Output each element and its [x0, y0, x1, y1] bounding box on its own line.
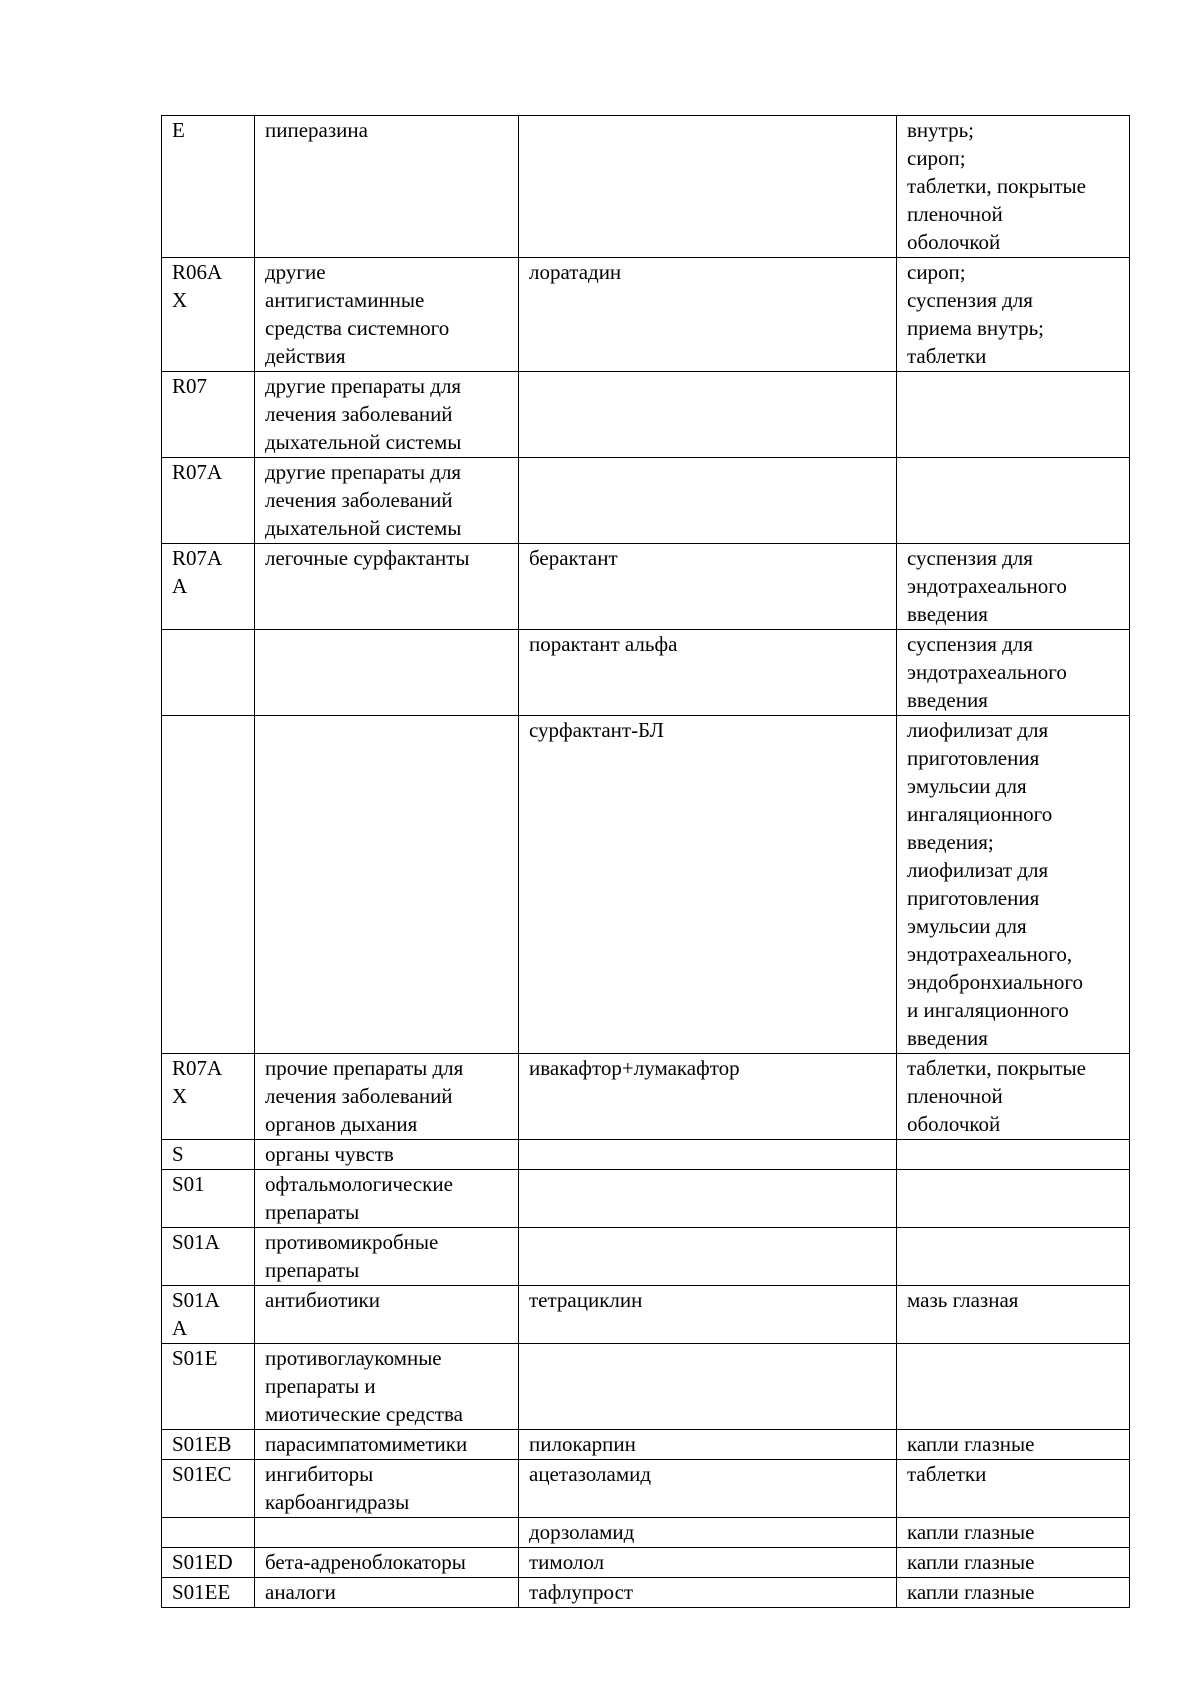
dosage-form-text: введения: [907, 688, 988, 712]
drug-name-text: ацетазоламид: [529, 1462, 652, 1486]
atc-code-cell: [162, 372, 255, 458]
atc-code-text: A: [172, 574, 188, 598]
dosage-form-cell: [897, 1054, 1130, 1140]
atc-code-cell: [162, 544, 255, 630]
drug-name-text: тимолол: [529, 1550, 605, 1574]
dosage-form-cell: [897, 630, 1130, 716]
drug-name-cell: [519, 1054, 897, 1140]
group-name-text: препараты и: [265, 1374, 376, 1398]
dosage-form-text: таблетки, покрытые: [907, 1056, 1086, 1080]
atc-code-cell: [162, 1140, 255, 1170]
dosage-form-text: лиофилизат для: [907, 718, 1049, 742]
group-name-text: противоглаукомные: [265, 1346, 442, 1370]
dosage-form-text: эмульсии для: [907, 774, 1027, 798]
atc-code-text: R07A: [172, 460, 223, 484]
drug-name-cell: [519, 544, 897, 630]
atc-code-text: X: [172, 288, 188, 312]
dosage-form-text: эндобронхиального: [907, 970, 1083, 994]
group-name-text: органов дыхания: [265, 1112, 418, 1136]
atc-code-text: S01EE: [172, 1580, 231, 1604]
dosage-form-text: суспензия для: [907, 546, 1033, 570]
atc-code-cell: [162, 1460, 255, 1518]
dosage-form-cell: [897, 544, 1130, 630]
table-row: [162, 1286, 1130, 1344]
atc-code-cell: [162, 1518, 255, 1548]
drug-name-cell: [519, 1228, 897, 1286]
group-name-text: другие препараты для: [265, 460, 462, 484]
atc-code-text: A: [172, 1316, 188, 1340]
group-name-cell: [255, 1140, 519, 1170]
group-name-text: антигистаминные: [265, 288, 425, 312]
dosage-form-text: оболочкой: [907, 1112, 1001, 1136]
dosage-form-cell: [897, 1286, 1130, 1344]
drug-name-cell: [519, 258, 897, 372]
drug-name-text: порактант альфа: [529, 632, 678, 656]
group-name-text: препараты: [265, 1200, 360, 1224]
drug-name-cell: [519, 1518, 897, 1548]
group-name-text: препараты: [265, 1258, 360, 1282]
group-name-text: лечения заболеваний: [265, 1084, 453, 1108]
table-row: [162, 458, 1130, 544]
atc-code-text: S01EB: [172, 1432, 232, 1456]
atc-code-cell: [162, 716, 255, 1054]
group-name-text: другие: [265, 260, 326, 284]
table-row: [162, 1578, 1130, 1608]
dosage-form-text: и ингаляционного: [907, 998, 1069, 1022]
dosage-form-text: пленочной: [907, 202, 1003, 226]
dosage-form-cell: [897, 258, 1130, 372]
group-name-text: аналоги: [265, 1580, 336, 1604]
dosage-form-text: пленочной: [907, 1084, 1003, 1108]
dosage-form-cell: [897, 1548, 1130, 1578]
drug-name-cell: [519, 1344, 897, 1430]
atc-code-text: S01A: [172, 1230, 220, 1254]
table-row: [162, 1228, 1130, 1286]
table-row: [162, 1518, 1130, 1548]
group-name-cell: [255, 1344, 519, 1430]
table-body: [162, 116, 1130, 1608]
dosage-form-text: приготовления: [907, 886, 1040, 910]
atc-code-cell: [162, 1548, 255, 1578]
dosage-form-text: лиофилизат для: [907, 858, 1049, 882]
atc-code-text: S01ED: [172, 1550, 233, 1574]
dosage-form-text: приготовления: [907, 746, 1040, 770]
group-name-text: дыхательной системы: [265, 516, 462, 540]
atc-code-text: S01A: [172, 1288, 220, 1312]
drug-name-cell: [519, 1286, 897, 1344]
group-name-text: ингибиторы: [265, 1462, 374, 1486]
drug-name-text: ивакафтор+лумакафтор: [529, 1056, 740, 1080]
dosage-form-text: эмульсии для: [907, 914, 1027, 938]
drug-name-cell: [519, 716, 897, 1054]
dosage-form-text: суспензия для: [907, 288, 1033, 312]
drug-name-cell: [519, 1460, 897, 1518]
group-name-text: действия: [265, 344, 346, 368]
drug-name-text: сурфактант-БЛ: [529, 718, 664, 742]
group-name-text: бета-адреноблокаторы: [265, 1550, 466, 1574]
dosage-form-text: эндотрахеального,: [907, 942, 1073, 966]
dosage-form-cell: [897, 716, 1130, 1054]
drug-name-cell: [519, 1578, 897, 1608]
atc-code-cell: [162, 258, 255, 372]
dosage-form-text: приема внутрь;: [907, 316, 1045, 340]
dosage-form-text: сироп;: [907, 146, 966, 170]
group-name-text: органы чувств: [265, 1142, 394, 1166]
atc-code-cell: [162, 116, 255, 258]
dosage-form-text: таблетки, покрытые: [907, 174, 1086, 198]
table-row: [162, 1460, 1130, 1518]
drug-name-cell: [519, 1140, 897, 1170]
drug-name-cell: [519, 116, 897, 258]
atc-code-cell: [162, 1430, 255, 1460]
dosage-form-cell: [897, 372, 1130, 458]
atc-code-text: R07A: [172, 1056, 223, 1080]
dosage-form-cell: [897, 1228, 1130, 1286]
atc-code-cell: [162, 1228, 255, 1286]
dosage-form-text: введения;: [907, 830, 994, 854]
dosage-form-cell: [897, 458, 1130, 544]
atc-code-text: S01E: [172, 1346, 218, 1370]
group-name-text: лечения заболеваний: [265, 488, 453, 512]
table-row: [162, 544, 1130, 630]
dosage-form-text: капли глазные: [907, 1580, 1035, 1604]
drug-name-text: дорзоламид: [529, 1520, 635, 1544]
group-name-text: антибиотики: [265, 1288, 380, 1312]
drug-name-cell: [519, 1170, 897, 1228]
dosage-form-cell: [897, 1518, 1130, 1548]
group-name-text: прочие препараты для: [265, 1056, 464, 1080]
atc-code-cell: [162, 458, 255, 544]
drug-list-table: [161, 115, 1130, 1608]
atc-code-cell: [162, 1286, 255, 1344]
drug-name-cell: [519, 372, 897, 458]
group-name-cell: [255, 1548, 519, 1578]
table-row: [162, 1054, 1130, 1140]
dosage-form-cell: [897, 1430, 1130, 1460]
dosage-form-text: суспензия для: [907, 632, 1033, 656]
atc-code-text: R06A: [172, 260, 223, 284]
dosage-form-cell: [897, 1578, 1130, 1608]
dosage-form-cell: [897, 116, 1130, 258]
atc-code-cell: [162, 1344, 255, 1430]
group-name-text: лечения заболеваний: [265, 402, 453, 426]
table-row: [162, 372, 1130, 458]
group-name-text: легочные сурфактанты: [265, 546, 470, 570]
group-name-cell: [255, 716, 519, 1054]
group-name-text: офтальмологические: [265, 1172, 453, 1196]
group-name-text: противомикробные: [265, 1230, 439, 1254]
dosage-form-text: введения: [907, 602, 988, 626]
group-name-text: миотические средства: [265, 1402, 463, 1426]
group-name-cell: [255, 544, 519, 630]
drug-name-cell: [519, 630, 897, 716]
dosage-form-cell: [897, 1170, 1130, 1228]
drug-name-cell: [519, 1548, 897, 1578]
dosage-form-text: внутрь;: [907, 118, 974, 142]
group-name-cell: [255, 116, 519, 258]
dosage-form-text: ингаляционного: [907, 802, 1053, 826]
dosage-form-text: мазь глазная: [907, 1288, 1019, 1312]
atc-code-text: R07A: [172, 546, 223, 570]
group-name-cell: [255, 1460, 519, 1518]
drug-name-text: пилокарпин: [529, 1432, 636, 1456]
table-row: [162, 1548, 1130, 1578]
group-name-cell: [255, 458, 519, 544]
dosage-form-text: оболочкой: [907, 230, 1001, 254]
group-name-cell: [255, 630, 519, 716]
dosage-form-cell: [897, 1344, 1130, 1430]
group-name-text: карбоангидразы: [265, 1490, 410, 1514]
drug-name-cell: [519, 1430, 897, 1460]
group-name-text: парасимпатомиметики: [265, 1432, 468, 1456]
dosage-form-text: введения: [907, 1026, 988, 1050]
atc-code-cell: [162, 1054, 255, 1140]
group-name-text: пиперазина: [265, 118, 368, 142]
table-row: [162, 116, 1130, 258]
group-name-cell: [255, 372, 519, 458]
dosage-form-text: капли глазные: [907, 1520, 1035, 1544]
atc-code-text: X: [172, 1084, 188, 1108]
group-name-cell: [255, 1578, 519, 1608]
group-name-cell: [255, 1430, 519, 1460]
drug-name-text: лоратадин: [529, 260, 622, 284]
table-row: [162, 1430, 1130, 1460]
group-name-cell: [255, 1170, 519, 1228]
dosage-form-text: капли глазные: [907, 1432, 1035, 1456]
atc-code-text: S: [172, 1142, 184, 1166]
atc-code-text: S01: [172, 1172, 205, 1196]
drug-name-text: тетрациклин: [529, 1288, 643, 1312]
dosage-form-text: сироп;: [907, 260, 966, 284]
group-name-text: дыхательной системы: [265, 430, 462, 454]
table-row: [162, 1170, 1130, 1228]
group-name-text: другие препараты для: [265, 374, 462, 398]
group-name-cell: [255, 1228, 519, 1286]
dosage-form-text: таблетки: [907, 344, 987, 368]
dosage-form-text: эндотрахеального: [907, 574, 1067, 598]
atc-code-text: R07: [172, 374, 208, 398]
atc-code-text: S01EC: [172, 1462, 232, 1486]
group-name-cell: [255, 1054, 519, 1140]
group-name-cell: [255, 1518, 519, 1548]
dosage-form-text: эндотрахеального: [907, 660, 1067, 684]
dosage-form-text: капли глазные: [907, 1550, 1035, 1574]
table-row: [162, 258, 1130, 372]
atc-code-cell: [162, 1578, 255, 1608]
group-name-cell: [255, 1286, 519, 1344]
drug-name-text: тафлупрост: [529, 1580, 634, 1604]
table-row: [162, 1140, 1130, 1170]
group-name-text: средства системного: [265, 316, 450, 340]
drug-name-text: берактант: [529, 546, 618, 570]
table-row: [162, 1344, 1130, 1430]
atc-code-text: E: [172, 118, 185, 142]
table-row: [162, 716, 1130, 1054]
atc-code-cell: [162, 630, 255, 716]
atc-code-cell: [162, 1170, 255, 1228]
dosage-form-text: таблетки: [907, 1462, 987, 1486]
dosage-form-cell: [897, 1140, 1130, 1170]
table-row: [162, 630, 1130, 716]
dosage-form-cell: [897, 1460, 1130, 1518]
group-name-cell: [255, 258, 519, 372]
drug-name-cell: [519, 458, 897, 544]
